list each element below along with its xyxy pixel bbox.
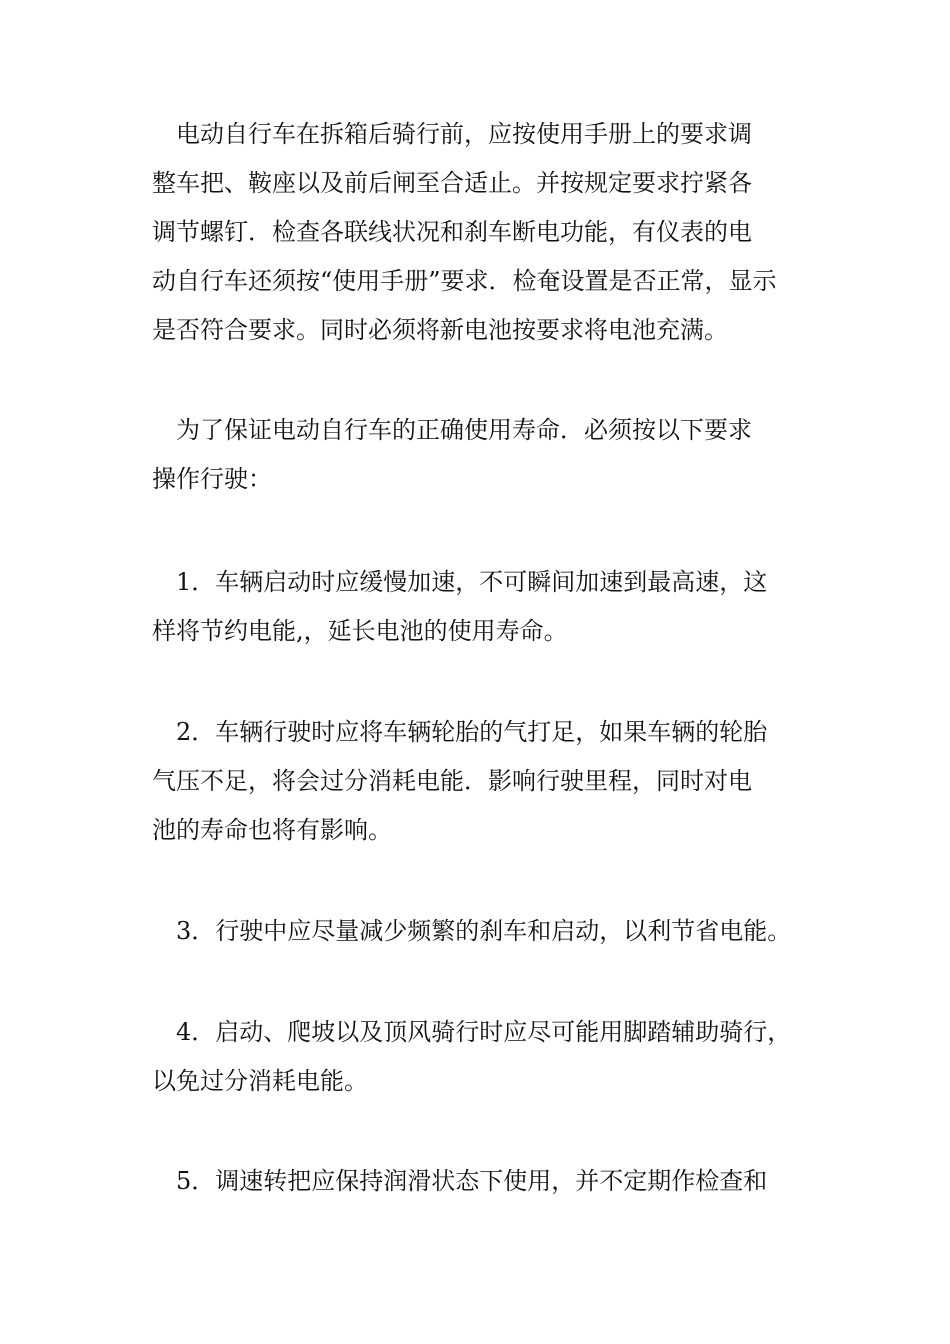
text-line: 电动自行车在拆箱后骑行前，应按使用手册上的要求调 [152,120,752,148]
paragraph-intro [152,110,812,355]
text-line: 3．行驶中应尽量减少频繁的刹车和启动，以利节省电能。 [152,917,792,945]
text-line: 为了保证电动自行车的正确使用寿命．必须按以下要求 [152,416,752,444]
paragraph-item-4 [152,1008,812,1106]
text-line: 气压不足，将会过分消耗电能．影响行驶里程，同时对电 [152,767,752,795]
text-line: 是否符合要求。同时必须将新电池按要求将电池充满。 [152,316,728,344]
paragraph-item-3 [152,907,812,956]
paragraph-item-1 [152,558,812,656]
text-line: 以免过分消耗电能。 [152,1067,368,1095]
text-line: 池的寿命也将有影响。 [152,816,392,844]
text-line: 5．调速转把应保持润滑状态下使用，并不定期作检查和 [152,1167,768,1195]
text-line: 操作行驶： [152,465,272,493]
text-line: 整车把、鞍座以及前后闸至合适止。并按规定要求拧紧各 [152,169,752,197]
text-line: 1．车辆启动时应缓慢加速，不可瞬间加速到最高速，这 [152,568,768,596]
paragraph-item-5 [152,1157,812,1206]
paragraph-item-2 [152,708,812,855]
text-line: 4．启动、爬坡以及顶风骑行时应尽可能用脚踏辅助骑行， [152,1018,792,1046]
text-line: 动自行车还须按“使用手册”要求．检奄设置是否正常，显示 [152,267,777,295]
text-line: 样将节约电能,，延长电池的使用寿命。 [152,617,568,645]
text-line: 2．车辆行驶时应将车辆轮胎的气打足，如果车辆的轮胎 [152,718,768,746]
paragraph-requirements [152,406,812,504]
text-line: 调节螺钉．检查各联线状况和刹车断电功能，有仪表的电 [152,218,752,246]
